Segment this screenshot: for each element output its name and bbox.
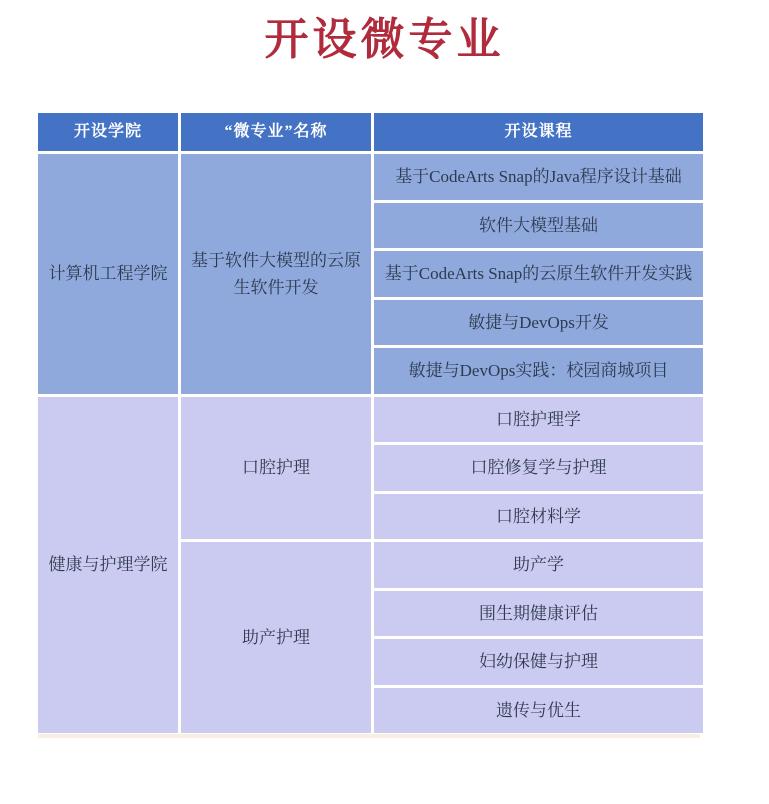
major-cell-oral-nursing: 口腔护理: [181, 397, 371, 540]
college-cell-computer-engineering: 计算机工程学院: [38, 154, 178, 394]
course-cell: 敏捷与DevOps开发: [374, 300, 703, 346]
course-cell: 软件大模型基础: [374, 203, 703, 249]
course-cell: 基于CodeArts Snap的云原生软件开发实践: [374, 251, 703, 297]
page-title: 开设微专业: [264, 15, 505, 64]
course-cell: 口腔材料学: [374, 494, 703, 540]
course-cell: 妇幼保健与护理: [374, 639, 703, 685]
column-header-major-name: “微专业”名称: [181, 113, 371, 151]
course-cell: 口腔修复学与护理: [374, 445, 703, 491]
column-header-college: 开设学院: [38, 113, 178, 151]
course-cell: 口腔护理学: [374, 397, 703, 443]
major-cell-cloud-native-software: 基于软件大模型的云原生软件开发: [181, 154, 371, 394]
major-cell-midwifery-nursing: 助产护理: [181, 542, 371, 733]
column-header-courses: 开设课程: [374, 113, 703, 151]
course-cell: 基于CodeArts Snap的Java程序设计基础: [374, 154, 703, 200]
course-cell: 助产学: [374, 542, 703, 588]
course-cell: 围生期健康评估: [374, 591, 703, 637]
micro-major-table: [38, 113, 700, 733]
course-cell: 遗传与优生: [374, 688, 703, 734]
micro-major-table-wrap: [38, 113, 700, 738]
course-cell: 敏捷与DevOps实践：校园商城项目: [374, 348, 703, 394]
college-cell-health-nursing: 健康与护理学院: [38, 397, 178, 734]
table-bottom-shadow: [38, 734, 700, 738]
